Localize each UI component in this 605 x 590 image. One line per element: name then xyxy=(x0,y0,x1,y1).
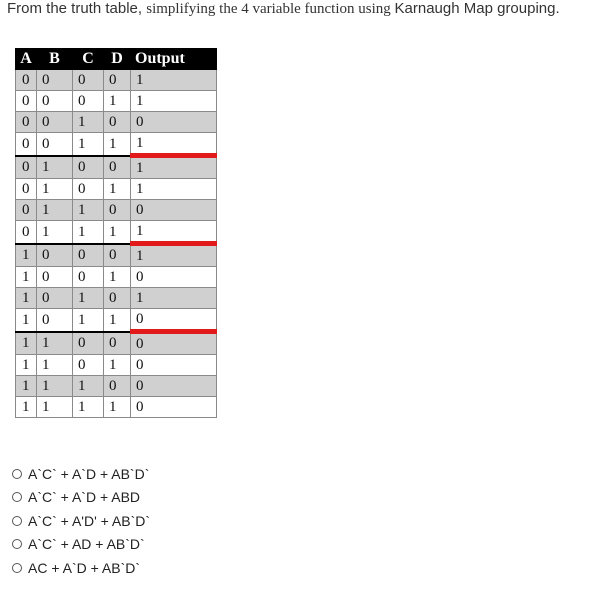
option-label: AC + A`D + AB`D` xyxy=(28,559,141,576)
option-label: A`C` + A`D + ABD xyxy=(28,489,141,506)
cell-c: 0 xyxy=(73,91,104,112)
cell-a: 1 xyxy=(16,397,37,418)
option-5[interactable] xyxy=(10,556,150,580)
cell-d: 0 xyxy=(104,376,131,397)
cell-output: 0 xyxy=(131,376,217,397)
cell-a: 1 xyxy=(16,288,37,309)
cell-d: 0 xyxy=(104,156,131,179)
cell-b: 0 xyxy=(37,91,73,112)
cell-b: 1 xyxy=(37,376,73,397)
cell-c: 0 xyxy=(73,267,104,288)
cell-output: 1 xyxy=(131,288,217,309)
cell-a: 1 xyxy=(16,267,37,288)
cell-a: 1 xyxy=(16,309,37,332)
cell-b: 1 xyxy=(37,397,73,418)
option-4[interactable] xyxy=(10,533,150,557)
header-a: A xyxy=(16,49,37,70)
cell-b: 1 xyxy=(37,200,73,221)
cell-c: 1 xyxy=(73,112,104,133)
cell-a: 1 xyxy=(16,355,37,376)
question-prefix: From the truth table, xyxy=(7,0,147,17)
question-suffix: Karnaugh Map grouping. xyxy=(394,0,560,17)
cell-d: 1 xyxy=(104,397,131,418)
cell-output: 1 xyxy=(131,179,217,200)
radio-icon[interactable] xyxy=(12,539,22,549)
truth-table-row xyxy=(16,332,217,355)
cell-c: 0 xyxy=(73,156,104,179)
truth-table-row xyxy=(16,112,217,133)
cell-output: 0 xyxy=(131,267,217,288)
cell-c: 0 xyxy=(73,355,104,376)
truth-table-row xyxy=(16,200,217,221)
cell-c: 0 xyxy=(73,179,104,200)
cell-d: 0 xyxy=(104,112,131,133)
header-output: Output xyxy=(131,49,217,70)
cell-b: 0 xyxy=(37,267,73,288)
cell-b: 0 xyxy=(37,70,73,91)
cell-c: 1 xyxy=(73,397,104,418)
truth-table-row xyxy=(16,133,217,156)
cell-a: 1 xyxy=(16,332,37,355)
cell-output: 1 xyxy=(131,133,217,156)
cell-output: 1 xyxy=(131,244,217,267)
header-d: D xyxy=(104,49,131,70)
cell-c: 1 xyxy=(73,376,104,397)
truth-table-row xyxy=(16,244,217,267)
option-label: A`C` + A'D' + AB`D` xyxy=(28,512,151,529)
cell-a: 0 xyxy=(16,70,37,91)
cell-b: 0 xyxy=(37,112,73,133)
cell-d: 0 xyxy=(104,332,131,355)
cell-output: 1 xyxy=(131,156,217,179)
cell-output: 1 xyxy=(131,91,217,112)
cell-b: 0 xyxy=(37,133,73,156)
truth-table-row xyxy=(16,91,217,112)
cell-d: 0 xyxy=(104,70,131,91)
cell-d: 1 xyxy=(104,309,131,332)
cell-c: 1 xyxy=(73,288,104,309)
cell-a: 0 xyxy=(16,91,37,112)
truth-table-row xyxy=(16,179,217,200)
cell-output: 1 xyxy=(131,70,217,91)
truth-table-row xyxy=(16,376,217,397)
cell-d: 1 xyxy=(104,267,131,288)
truth-table xyxy=(15,48,217,418)
cell-c: 0 xyxy=(73,70,104,91)
truth-table-row xyxy=(16,267,217,288)
cell-output: 0 xyxy=(131,397,217,418)
cell-output: 0 xyxy=(131,332,217,355)
truth-table-header xyxy=(16,49,217,70)
cell-output: 0 xyxy=(131,355,217,376)
cell-output: 1 xyxy=(131,221,217,244)
cell-c: 0 xyxy=(73,332,104,355)
option-1[interactable] xyxy=(10,462,150,486)
cell-d: 1 xyxy=(104,91,131,112)
cell-b: 1 xyxy=(37,221,73,244)
truth-table-row xyxy=(16,156,217,179)
cell-b: 0 xyxy=(37,309,73,332)
question-text xyxy=(7,0,560,18)
radio-icon[interactable] xyxy=(12,469,22,479)
cell-b: 1 xyxy=(37,179,73,200)
cell-output: 0 xyxy=(131,200,217,221)
cell-a: 0 xyxy=(16,179,37,200)
option-2[interactable] xyxy=(10,486,150,510)
cell-c: 1 xyxy=(73,133,104,156)
cell-d: 1 xyxy=(104,355,131,376)
header-b: B xyxy=(37,49,73,70)
cell-a: 1 xyxy=(16,376,37,397)
cell-output: 0 xyxy=(131,309,217,332)
cell-c: 0 xyxy=(73,244,104,267)
cell-d: 1 xyxy=(104,133,131,156)
truth-table-row xyxy=(16,355,217,376)
cell-c: 1 xyxy=(73,200,104,221)
cell-d: 0 xyxy=(104,244,131,267)
truth-table-row xyxy=(16,309,217,332)
truth-table-row xyxy=(16,221,217,244)
truth-table-row xyxy=(16,70,217,91)
truth-table-body xyxy=(16,70,217,418)
option-label: A`C` + AD + AB`D` xyxy=(28,536,145,553)
cell-a: 0 xyxy=(16,112,37,133)
cell-b: 1 xyxy=(37,332,73,355)
cell-c: 1 xyxy=(73,309,104,332)
option-3[interactable] xyxy=(10,509,150,533)
cell-d: 1 xyxy=(104,179,131,200)
cell-b: 1 xyxy=(37,355,73,376)
cell-a: 0 xyxy=(16,133,37,156)
header-c: C xyxy=(73,49,104,70)
cell-output: 0 xyxy=(131,112,217,133)
cell-d: 1 xyxy=(104,221,131,244)
radio-icon[interactable] xyxy=(12,563,22,573)
option-label: A`C` + A`D + AB`D` xyxy=(28,465,150,482)
truth-table-row xyxy=(16,397,217,418)
cell-a: 0 xyxy=(16,156,37,179)
answer-options xyxy=(10,462,150,580)
cell-b: 0 xyxy=(37,244,73,267)
cell-a: 0 xyxy=(16,200,37,221)
cell-a: 0 xyxy=(16,221,37,244)
cell-c: 1 xyxy=(73,221,104,244)
cell-d: 0 xyxy=(104,200,131,221)
cell-b: 1 xyxy=(37,156,73,179)
radio-icon[interactable] xyxy=(12,492,22,502)
truth-table-row xyxy=(16,288,217,309)
question-middle: simplifying the 4 variable function using xyxy=(146,1,395,17)
radio-icon[interactable] xyxy=(12,516,22,526)
cell-b: 0 xyxy=(37,288,73,309)
cell-a: 1 xyxy=(16,244,37,267)
cell-d: 0 xyxy=(104,288,131,309)
